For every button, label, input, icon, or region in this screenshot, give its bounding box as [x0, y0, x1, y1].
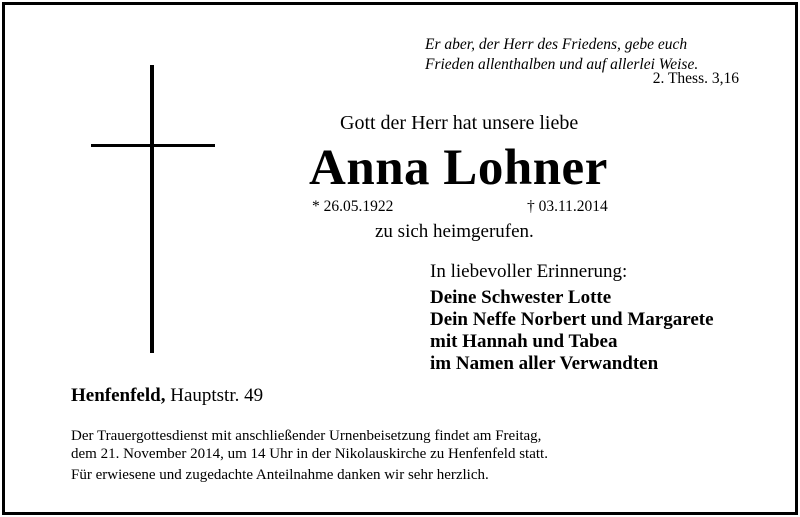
verse-line: Er aber, der Herr des Friedens, gebe euch	[425, 36, 688, 53]
memory-line: In liebevoller Erinnerung:	[430, 261, 628, 282]
address	[71, 385, 263, 407]
mourner-line: Deine Schwester Lotte	[430, 287, 612, 308]
death-date: † 03.11.2014	[527, 198, 608, 215]
deceased-name: Anna Lohner	[309, 140, 608, 196]
service-line: dem 21. November 2014, um 14 Uhr in der Nikolauskirche zu Henfenfeld statt.	[71, 446, 548, 462]
cross-horizontal-bar	[91, 144, 215, 147]
obituary-notice	[2, 2, 798, 515]
mourner-line: im Namen aller Verwandten	[430, 353, 659, 374]
mourner-line: Dein Neffe Norbert und Margarete	[430, 309, 714, 330]
service-info	[71, 427, 631, 463]
called-home-text: zu sich heimgerufen.	[375, 221, 534, 242]
address-town: Henfenfeld,	[71, 385, 166, 406]
thanks-text: Für erwiesene und zugedachte Anteilnahme danken wir sehr herzlich.	[71, 467, 489, 483]
address-street: Hauptstr. 49	[165, 385, 264, 406]
intro-text: Gott der Herr hat unsere liebe	[340, 112, 579, 134]
birth-date: * 26.05.1922	[312, 198, 394, 215]
mourner-line: mit Hannah und Tabea	[430, 331, 618, 352]
mourners-list	[430, 287, 714, 375]
service-line: Der Trauergottesdienst mit anschließender Urnenbeisetzung findet am Freitag,	[71, 428, 542, 444]
verse-reference: 2. Thess. 3,16	[652, 70, 739, 87]
cross-vertical-bar	[150, 65, 154, 353]
bible-verse	[425, 35, 698, 75]
verse-line: Frieden allenthalben und auf allerlei Weise.	[425, 56, 699, 73]
